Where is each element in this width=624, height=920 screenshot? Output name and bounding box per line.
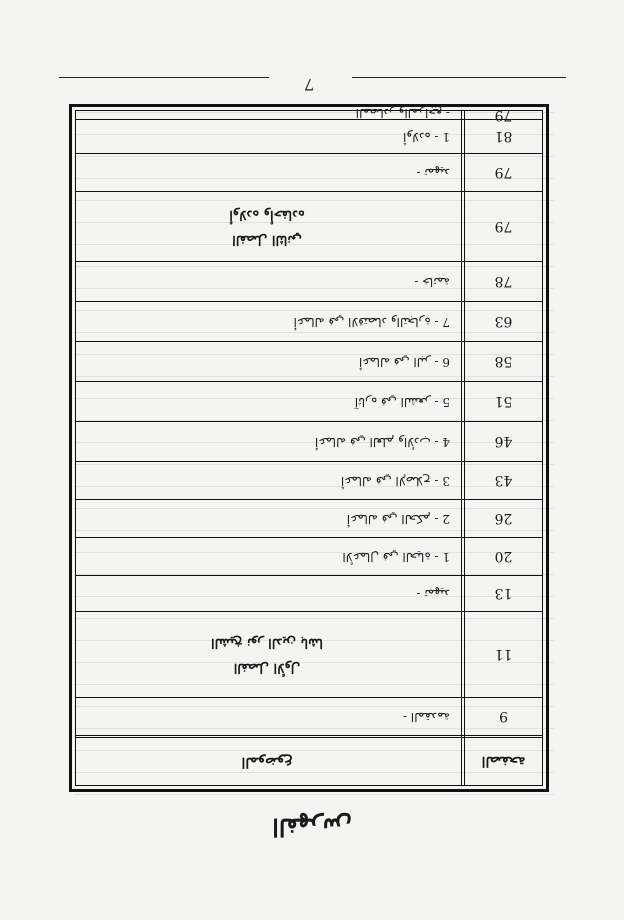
row-text: 3 - أعماله في الإصلاح (340, 473, 450, 488)
page-number: 7 (303, 75, 315, 94)
row-page: 51 (494, 393, 513, 410)
row-text-secondary: الشيخ نور الدين باشا (210, 635, 324, 651)
row-page: 46 (494, 433, 513, 450)
table-row (76, 537, 542, 575)
row-text: 4 - أعماله في العلم والأدب (314, 434, 450, 449)
row-page: 58 (494, 353, 513, 370)
row-text: الفصل الأول (233, 660, 301, 676)
row-page: 20 (494, 548, 513, 565)
row-page: 9 (499, 708, 508, 725)
row-page: 79 (494, 218, 513, 235)
table-row (76, 499, 542, 537)
table-row (76, 575, 542, 611)
row-text: تمهيد - (416, 165, 450, 180)
table-row (76, 261, 542, 301)
row-text: - المصادر والمراجع (355, 106, 450, 121)
table-row (76, 421, 542, 461)
table-row (76, 301, 542, 341)
table-row (76, 106, 542, 123)
header-rule-right (59, 77, 269, 78)
table-row (76, 461, 542, 499)
row-page: 79 (494, 107, 513, 123)
row-text: المقدمة - (402, 709, 450, 724)
row-text: خاتمة - (414, 274, 450, 289)
row-page: 13 (494, 585, 513, 602)
row-text: 1 - الأعمال في الحياة (342, 549, 450, 564)
table-row (76, 341, 542, 381)
index-table-inner (75, 106, 543, 786)
table-header-row (76, 735, 542, 785)
row-page: 26 (494, 510, 513, 527)
row-page: 43 (494, 472, 513, 489)
row-text: 7 - أعماله في الاقتصاد والتجارة (293, 314, 450, 329)
page-title: الفهرس (272, 813, 352, 842)
row-page: 81 (494, 128, 513, 145)
row-text: تمهيد - (416, 586, 450, 601)
header-rule-left (352, 77, 566, 78)
row-text: 6 - أعماله في البر (358, 354, 450, 369)
row-text: 5 - آثاره في الشعر (354, 394, 450, 409)
table-row (76, 153, 542, 191)
table-row (76, 191, 542, 261)
page-column-header: الصفحة (481, 753, 526, 770)
row-text-block (84, 612, 450, 697)
topic-column-header: الموضوع (241, 753, 293, 770)
index-table (69, 104, 549, 792)
row-page: 11 (494, 646, 513, 663)
row-text-block (84, 192, 450, 261)
table-row (76, 381, 542, 421)
row-page: 79 (494, 164, 513, 181)
row-text: 1 - أولاده (403, 129, 450, 144)
row-page: 78 (494, 273, 513, 290)
row-text-secondary: أولاده وأحفاده (229, 207, 305, 223)
table-row (76, 697, 542, 735)
row-page: 63 (494, 313, 513, 330)
table-row (76, 119, 542, 153)
row-text: الفصل الثاني (232, 232, 302, 248)
row-text: 2 - أعماله في الحكم (346, 511, 450, 526)
table-row (76, 611, 542, 697)
